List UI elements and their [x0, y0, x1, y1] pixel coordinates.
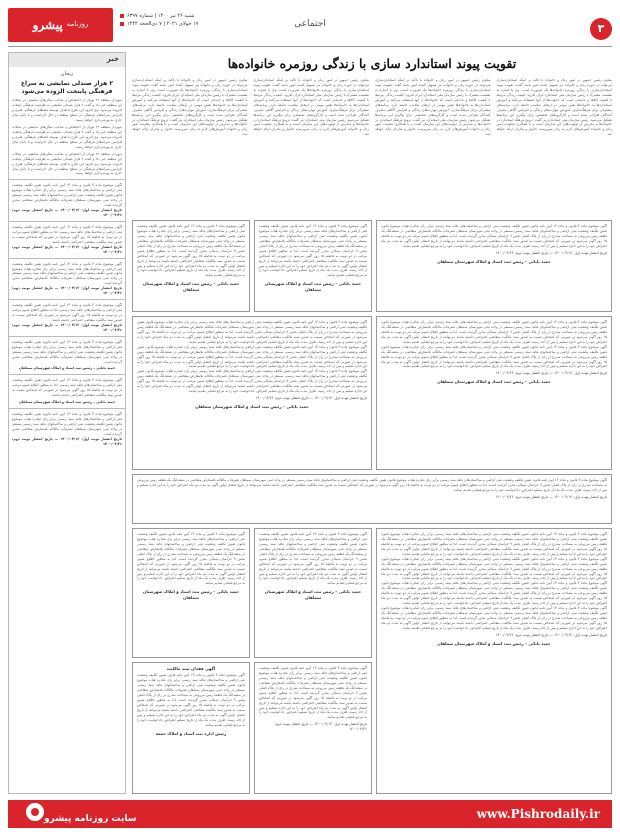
section-title: اجتماعی: [294, 19, 326, 29]
notice-dates: تاریخ انتشار نوبت اول: ۱۴۰۰/۰۴/۱۲ — تاریخ انتشار نوبت دوم: ۱۴۰۰/۰۴/۲۶: [255, 396, 367, 401]
notice-signature: حمید بابائی – رئیس ثبت اسناد و املاک شهرستان سملقان: [264, 589, 362, 600]
notice-signature: حمید بابائی – رئیس ثبت اسناد و املاک شهرستان سملقان: [437, 258, 551, 264]
footer-banner: [8, 800, 612, 828]
page-header: [0, 0, 620, 50]
divider: [9, 374, 125, 375]
notice-text-cont-3: آگهی موضوع ماده ۳ قانون و ماده ۱۳ آیین نامه قانون تعیین تکلیف وضعیت ثبتی اراضی و ساختمان‌های فاقد سند رسمی برابر رای صادره هیات موضوع قانون تعیین تکلیف وضعیت ثبتی اراضی و ساختمانهای فاقد سند رسمی مستقر در واحد ثبتی شهرستان سملقان تصرفات مالکانه بلامعارض متقاضی در ششدانگ یک قطعه زمین مزروعی به مساحت مندرج در رای از پلاک اصلی بخش ۹ خراسان شمالی محرز گردیده است. لذا به منظور اطلاع عموم مراتب در دو نوبت به فاصله ۱۵ روز آگهی می‌شود در صورتی که اشخاص نسبت به صدور سند مالکیت متقاضی اعتراضی داشته باشند می‌توانند از تاریخ انتشار اولین آگهی به مدت دو ماه اعتراض خود را به این اداره تسلیم و پس از اخذ رسید، ظرف مدت یک ماه از تاریخ تسلیم اعتراض، دادخواست خود را به مرجع قضایی تقدیم نمایند.: [381, 606, 607, 630]
side-ad-5-sig: حمید بابائی – رئیس ثبت اسناد و املاک شهرستان سملقان: [18, 366, 116, 371]
side-ad-5: آگهی موضوع ماده ۳ قانون و ماده ۱۳ آیین نامه قانون تعیین تکلیف وضعیت ثبتی اراضی و ساختمان‌های فاقد سند رسمی برابر رای صادره هیات موضوع قانون تعیین تکلیف وضعیت ثبتی اراضی و ساختمانهای فاقد سند رسمی مستقر در واحد ثبتی شهرستان سملقان تصرفات مالکانه بلامعارض متقاضی محرز گردیده است.: [12, 339, 122, 364]
divider: [9, 408, 125, 409]
notice-text-cont-2: آگهی موضوع ماده ۳ قانون و ماده ۱۳ آیین نامه قانون تعیین تکلیف وضعیت ثبتی اراضی و ساختمان‌های فاقد سند رسمی برابر رای صادره هیات موضوع قانون تعیین تکلیف وضعیت ثبتی اراضی و ساختمانهای فاقد سند رسمی مستقر در واحد ثبتی شهرستان سملقان تصرفات مالکانه بلامعارض متقاضی در ششدانگ یک قطعه زمین مزروعی به مساحت مندرج در رای از پلاک اصلی بخش ۹ خراسان شمالی محرز گردیده است. لذا به منظور اطلاع عموم مراتب در دو نوبت به فاصله ۱۵ روز آگهی می‌شود در صورتی که اشخاص نسبت به صدور سند مالکیت متقاضی اعتراضی داشته باشند می‌توانند از تاریخ انتشار اولین آگهی به مدت دو ماه اعتراض خود را به این اداره تسلیم و پس از اخذ رسید، ظرف مدت یک ماه از تاریخ تسلیم اعتراض، دادخواست خود را به مرجع قضایی تقدیم نمایند.: [137, 369, 368, 394]
notice-text: آگهی موضوع ماده ۳ قانون و ماده ۱۳ آیین نامه قانون تعیین تکلیف وضعیت ثبتی اراضی و ساختمان‌های فاقد سند رسمی برابر رای صادره هیات موضوع قانون تعیین تکلیف وضعیت ثبتی اراضی و ساختمانهای فاقد سند رسمی مستقر در واحد ثبتی شهرستان سملقان تصرفات مالکانه بلامعارض متقاضی در ششدانگ یک قطعه زمین مزروعی به مساحت مندرج در رای از پلاک اصلی بخش ۹ خراسان شمالی محرز گردیده است. لذا به منظور اطلاع عموم مراتب در دو نوبت به فاصله ۱۵ روز آگهی می‌شود در صورتی که اشخاص نسبت به صدور سند مالکیت متقاضی اعتراضی داشته باشند می‌توانند از تاریخ انتشار اولین آگهی به مدت دو ماه اعتراض خود را به این اداره تسلیم و پس از اخذ رسید، ظرف مدت یک ماه از تاریخ تسلیم اعتراض، دادخواست خود را به مرجع قضایی تقدیم نمایند.: [137, 224, 245, 278]
notice-box: [132, 528, 250, 658]
notice-box: [254, 528, 372, 658]
notice-title: آگهی فقدان سند مالکیت: [166, 666, 216, 671]
side-ad-6: آگهی موضوع ماده ۳ قانون و ماده ۱۳ آیین نامه قانون تعیین تکلیف وضعیت ثبتی اراضی و ساختمان‌های فاقد سند رسمی، لذا به منظور اطلاع عموم مراتب در دو نوبت به فاصله ۱۵ روز آگهی می‌شود در صورتی که اشخاص نسبت به صدور سند مالکیت متقاضی اعتراضی داشته باشند.: [12, 378, 122, 398]
news-sidebar: [8, 52, 126, 794]
sidebar-heading: خبر: [9, 53, 125, 67]
side-ad-1: آگهی موضوع ماده ۳ قانون و ماده ۱۳ آیین نامه قانون تعیین تکلیف وضعیت ثبتی اراضی و ساختمان‌های فاقد سند رسمی برابر رای صادره هیات موضوع قانون تعیین تکلیف وضعیت ثبتی اراضی و ساختمانهای فاقد سند رسمی مستقر در واحد ثبتی شهرستان سملقان تصرفات مالکانه بلامعارض متقاضی محرز گردیده است.: [12, 183, 122, 208]
header-divider: [8, 46, 612, 47]
notice-signature: حمید بابائی – رئیس ثبت اسناد و املاک شهرستان سملقان: [437, 379, 551, 385]
side-ad-4-dates: تاریخ انتشار نوبت اول: ۱۴۰۰/۰۴/۱۲ — تاریخ انتشار نوبت دوم: ۱۴۰۰/۰۴/۲۶: [12, 322, 122, 332]
notice-signature: حمید بابائی – رئیس ثبت اسناد و املاک شهرستان سملقان: [142, 281, 240, 292]
notice-dates: تاریخ انتشار نوبت اول: ۱۴۰۰/۰۴/۱۲ — تاریخ انتشار نوبت دوم: ۱۴۰۰/۰۴/۲۶: [495, 494, 607, 499]
newspaper-logo: [8, 8, 113, 42]
notice-box: [254, 662, 372, 794]
issue-line-2: ۱۷ جولای ۲۰۲۱ | ۷ ذی‌الحجه ۱۴۴۲: [127, 21, 199, 27]
notice-box: [376, 220, 612, 312]
notice-signature: حمید بابائی – رئیس ثبت اسناد و املاک شهرستان سملقان: [142, 589, 240, 600]
notice-dates: تاریخ انتشار نوبت اول: ۱۴۰۰/۰۴/۱۲ — تاریخ انتشار نوبت دوم: ۱۴۰۰/۰۴/۲۶: [495, 371, 607, 376]
side-ad-6-sig: حمید بابائی – رئیس ثبت اسناد و املاک شهرستان سملقان: [18, 400, 116, 405]
notice-text: آگهی موضوع ماده ۳ قانون و ماده ۱۳ آیین نامه قانون تعیین تکلیف وضعیت ثبتی اراضی و ساختمان‌های فاقد سند رسمی برابر رای صادره هیات موضوع قانون تعیین تکلیف وضعیت ثبتی اراضی و ساختمانهای فاقد سند رسمی مستقر در واحد ثبتی شهرستان سملقان تصرفات مالکانه بلامعارض متقاضی در ششدانگ یک قطعه زمین مزروعی به مساحت مندرج در رای از پلاک اصلی بخش ۹ خراسان شمالی محرز گردیده است. لذا به منظور اطلاع عموم مراتب در دو نوبت به فاصله ۱۵ روز آگهی می‌شود در صورتی که اشخاص نسبت به صدور سند مالکیت متقاضی اعتراضی داشته باشند می‌توانند از تاریخ انتشار اولین آگهی به مدت دو ماه اعتراض خود را به این اداره تسلیم و پس از اخذ رسید، ظرف مدت یک ماه از تاریخ تسلیم اعتراض، دادخواست خود را به مرجع قضایی تقدیم نمایند.: [137, 673, 245, 727]
notice-signature: حمید بابائی – رئیس ثبت اسناد و املاک شهرستان سملقان: [437, 640, 551, 646]
notice-text: آگهی موضوع ماده ۳ قانون و ماده ۱۳ آیین نامه قانون تعیین تکلیف وضعیت ثبتی اراضی و ساختمان‌های فاقد سند رسمی برابر رای صادره هیات موضوع قانون تعیین تکلیف وضعیت ثبتی اراضی و ساختمانهای فاقد سند رسمی مستقر در واحد ثبتی شهرستان سملقان تصرفات مالکانه بلامعارض متقاضی در ششدانگ یک قطعه زمین مزروعی به مساحت مندرج در رای از پلاک اصلی بخش ۹ خراسان شمالی محرز گردیده است. لذا به منظور اطلاع عموم مراتب در دو نوبت به فاصله ۱۵ روز آگهی می‌شود در صورتی که اشخاص نسبت به صدور سند مالکیت متقاضی اعتراضی داشته باشند می‌توانند از تاریخ انتشار اولین آگهی به مدت دو ماه اعتراض خود را به این اداره تسلیم و پس از اخذ رسید، ظرف مدت یک ماه از تاریخ تسلیم اعتراض، دادخواست خود را به مرجع قضایی تقدیم نمایند.: [259, 666, 367, 720]
notice-signature: حمید بابائی – رئیس ثبت اسناد و املاک شهرستان سملقان: [264, 281, 362, 292]
divider: [9, 221, 125, 222]
notice-dates: تاریخ انتشار نوبت اول: ۱۴۰۰/۰۴/۱۲ — تاریخ انتشار نوبت دوم: ۱۴۰۰/۰۴/۲۶: [495, 632, 607, 637]
main-article: [132, 52, 612, 137]
divider: [9, 336, 125, 337]
article-headline: تقویت پیوند استاندارد سازی با زندگی روزمره خانواده‌ها: [227, 56, 517, 71]
side-ad-7: آگهی موضوع ماده ۳ قانون و ماده ۱۳ آیین نامه قانون تعیین تکلیف وضعیت ثبتی اراضی و ساختمان‌های فاقد سند رسمی برابر رای صادره هیات موضوع قانون تعیین تکلیف وضعیت ثبتی اراضی و ساختمانهای فاقد سند رسمی مستقر در واحد ثبتی شهرستان سملقان تصرفات مالکانه بلامعارض متقاضی محرز گردیده است.: [12, 412, 122, 436]
notice-text: آگهی موضوع ماده ۳ قانون و ماده ۱۳ آیین نامه قانون تعیین تکلیف وضعیت ثبتی اراضی و ساختمان‌های فاقد سند رسمی برابر رای صادره هیات موضوع قانون تعیین تکلیف وضعیت ثبتی اراضی و ساختمانهای فاقد سند رسمی مستقر در واحد ثبتی شهرستان سملقان تصرفات مالکانه بلامعارض متقاضی در ششدانگ یک قطعه زمین مزروعی به مساحت مندرج در رای از پلاک اصلی بخش ۹ خراسان شمالی محرز گردیده است. لذا به منظور اطلاع عموم مراتب در دو نوبت به فاصله ۱۵ روز آگهی می‌شود در صورتی که اشخاص نسبت به صدور سند مالکیت متقاضی اعتراضی داشته باشند می‌توانند از تاریخ انتشار اولین آگهی به مدت دو ماه اعتراض خود را به این اداره تسلیم و پس از اخذ رسید، ظرف مدت یک ماه از تاریخ تسلیم اعتراض، دادخواست خود را به مرجع قضایی تقدیم نمایند.: [381, 320, 607, 344]
notice-text: آگهی موضوع ماده ۳ قانون و ماده ۱۳ آیین نامه قانون تعیین تکلیف وضعیت ثبتی اراضی و ساختمان‌های فاقد سند رسمی برابر رای صادره هیات موضوع قانون تعیین تکلیف وضعیت ثبتی اراضی و ساختمانهای فاقد سند رسمی مستقر در واحد ثبتی شهرستان سملقان تصرفات مالکانه بلامعارض متقاضی در ششدانگ یک قطعه زمین مزروعی به مساحت مندرج در رای از پلاک اصلی بخش ۹ خراسان شمالی محرز گردیده است. لذا به منظور اطلاع عموم مراتب در دو نوبت به فاصله ۱۵ روز آگهی می‌شود در صورتی که اشخاص نسبت به صدور سند مالکیت متقاضی اعتراضی داشته باشند می‌توانند از تاریخ انتشار اولین آگهی به مدت دو ماه اعتراض خود را به این اداره تسلیم و پس از اخذ رسید، ظرف مدت یک ماه از تاریخ تسلیم اعتراض، دادخواست خود را به مرجع قضایی تقدیم نمایند.: [381, 532, 607, 556]
article-columns: [132, 78, 612, 137]
divider: [9, 299, 125, 300]
divider: [9, 258, 125, 259]
side-ad-3: آگهی موضوع ماده ۳ قانون و ماده ۱۳ آیین نامه قانون تعیین تکلیف وضعیت ثبتی اراضی و ساختمان‌های فاقد سند رسمی برابر رای صادره هیات موضوع قانون تعیین تکلیف وضعیت ثبتی اراضی و ساختمانهای فاقد سند رسمی مستقر در واحد ثبتی شهرستان سملقان تصرفات مالکانه بلامعارض متقاضی محرز گردیده است.: [12, 261, 122, 286]
divider: [9, 179, 125, 180]
issue-info: [120, 12, 240, 28]
notice-text: آگهی موضوع ماده ۳ قانون و ماده ۱۳ آیین نامه قانون تعیین تکلیف وضعیت ثبتی اراضی و ساختمان‌های فاقد سند رسمی برابر رای صادره هیات موضوع قانون تعیین تکلیف وضعیت ثبتی اراضی و ساختمانهای فاقد سند رسمی مستقر در واحد ثبتی شهرستان سملقان تصرفات مالکانه بلامعارض متقاضی در ششدانگ یک قطعه زمین مزروعی به مساحت مندرج در رای از پلاک اصلی بخش ۹ خراسان شمالی محرز گردیده است. لذا به منظور اطلاع عموم مراتب در دو نوبت به فاصله ۱۵ روز آگهی می‌شود در صورتی که اشخاص نسبت به صدور سند مالکیت متقاضی اعتراضی داشته باشند می‌توانند از تاریخ انتشار اولین آگهی به مدت دو ماه اعتراض خود را به این اداره تسلیم و پس از اخذ رسید، ظرف مدت یک ماه از تاریخ تسلیم اعتراض، دادخواست خود را به مرجع قضایی تقدیم نمایند.: [137, 478, 607, 492]
side-ad-4: آگهی موضوع ماده ۳ قانون و ماده ۱۳ آیین نامه قانون تعیین تکلیف وضعیت ثبتی اراضی و ساختمان‌های فاقد سند رسمی، لذا به منظور اطلاع عموم مراتب در دو نوبت به فاصله ۱۵ روز آگهی می‌شود در صورتی که اشخاص نسبت به صدور سند مالکیت متقاضی اعتراضی داشته باشند.: [12, 303, 122, 322]
news-body-cont: شهردار منطقه ۲۲ تهران از اختصاص و ساخت سالن‌های نمایشی در محلات این منطقه خبر داد و گفت ۲ هزار صندلی نمایشی به ظرفیت فرهنگی پایتخت افزوده می‌شود. وی افزود این طرح با هدف توسعه فضاهای فرهنگی، هنری و افزایش سرانه‌های فرهنگی در سطح منطقه در حال اجراست و تا پایان سال جاری به بهره‌برداری خواهد رسید.: [12, 125, 123, 149]
notice-dates: تاریخ انتشار نوبت اول: ۱۴۰۰/۰۴/۱۲ — تاریخ انتشار نوبت دوم: ۱۴۰۰/۰۴/۲۶: [274, 722, 367, 732]
bullet-icon: [120, 22, 124, 26]
notice-box: [132, 316, 372, 470]
news-title: ۲ هزار صندلی نمایشی به سراغ فرهنگی پایتخت الزوده می‌شود: [20, 79, 114, 95]
article-col-1: معاون رئیس جمهور در امور زنان و خانواده با تاکید بر اینکه استانداردسازی می‌تواند در حوزه زنان و خانواده نیز تسهیل کننده امور باشد گفت: تقویت پیوند استانداردسازی با زندگی روزمره خانواده‌ها یک ضرورت است. وی با اشاره به نشست مشترک با رئیس سازمان ملی استاندارد ایران افزود: کیفیت زندگی مرتبط با کیفیت کالاها و خدماتی است که خانواده‌ها از آنها استفاده می‌کنند و آموزش استانداردها به خانواده‌ها نقش مهمی در ارتقای سلامت جامعه دارد. برنامه‌های مشترکی برای فرهنگ‌سازی، آموزش مهارت‌های زندگی و افزایش آگاهی مصرف کنندگان طراحی شده است و کارگروه‌های تخصصی برای پیگیری این برنامه‌ها تشکیل می‌شود. رئیس سازمان ملی استاندارد نیز گفت: ترویج فرهنگ استاندارد در خانواده‌ها و مدارس از اولویت‌های این سازمان است و با همکاری معاونت امور زنان و خانواده آموزش‌های لازم به زنان سرپرست خانوار و مادران ارائه خواهد شد.: [496, 78, 612, 137]
notice-box: [132, 474, 612, 524]
notice-signature: رئیس اداره ثبت اسناد و املاک جمعه: [155, 730, 227, 736]
notice-signature: حمید بابائی – رئیس ثبت اسناد و املاک شهرستان سملقان: [195, 403, 309, 409]
website-link[interactable]: www.Pishrodaily.ir: [476, 806, 600, 821]
globe-icon: [26, 803, 44, 821]
notice-text-cont: آگهی موضوع ماده ۳ قانون و ماده ۱۳ آیین نامه قانون تعیین تکلیف وضعیت ثبتی اراضی و ساختمان‌های فاقد سند رسمی برابر رای صادره هیات موضوع قانون تعیین تکلیف وضعیت ثبتی اراضی و ساختمانهای فاقد سند رسمی مستقر در واحد ثبتی شهرستان سملقان تصرفات مالکانه بلامعارض متقاضی در ششدانگ یک قطعه زمین مزروعی به مساحت مندرج در رای از پلاک اصلی بخش ۹ خراسان شمالی محرز گردیده است. لذا به منظور اطلاع عموم مراتب در دو نوبت به فاصله ۱۵ روز آگهی می‌شود در صورتی که اشخاص نسبت به صدور سند مالکیت متقاضی اعتراضی داشته باشند می‌توانند از تاریخ انتشار اولین آگهی به مدت دو ماه اعتراض خود را به این اداره تسلیم و پس از اخذ رسید، ظرف مدت یک ماه از تاریخ تسلیم اعتراض، دادخواست خود را به مرجع قضایی تقدیم نمایند.: [137, 344, 368, 369]
notice-box: [376, 528, 612, 794]
notice-text-cont: آگهی موضوع ماده ۳ قانون و ماده ۱۳ آیین نامه قانون تعیین تکلیف وضعیت ثبتی اراضی و ساختمان‌های فاقد سند رسمی برابر رای صادره هیات موضوع قانون تعیین تکلیف وضعیت ثبتی اراضی و ساختمانهای فاقد سند رسمی مستقر در واحد ثبتی شهرستان سملقان تصرفات مالکانه بلامعارض متقاضی در ششدانگ یک قطعه زمین مزروعی به مساحت مندرج در رای از پلاک اصلی بخش ۹ خراسان شمالی محرز گردیده است. لذا به منظور اطلاع عموم مراتب در دو نوبت به فاصله ۱۵ روز آگهی می‌شود در صورتی که اشخاص نسبت به صدور سند مالکیت متقاضی اعتراضی داشته باشند می‌توانند از تاریخ انتشار اولین آگهی به مدت دو ماه اعتراض خود را به این اداره تسلیم و پس از اخذ رسید، ظرف مدت یک ماه از تاریخ تسلیم اعتراض، دادخواست خود را به مرجع قضایی تقدیم نمایند.: [381, 344, 607, 369]
notice-text-cont: آگهی موضوع ماده ۳ قانون و ماده ۱۳ آیین نامه قانون تعیین تکلیف وضعیت ثبتی اراضی و ساختمان‌های فاقد سند رسمی برابر رای صادره هیات موضوع قانون تعیین تکلیف وضعیت ثبتی اراضی و ساختمانهای فاقد سند رسمی مستقر در واحد ثبتی شهرستان سملقان تصرفات مالکانه بلامعارض متقاضی در ششدانگ یک قطعه زمین مزروعی به مساحت مندرج در رای از پلاک اصلی بخش ۹ خراسان شمالی محرز گردیده است. لذا به منظور اطلاع عموم مراتب در دو نوبت به فاصله ۱۵ روز آگهی می‌شود در صورتی که اشخاص نسبت به صدور سند مالکیت متقاضی اعتراضی داشته باشند می‌توانند از تاریخ انتشار اولین آگهی به مدت دو ماه اعتراض خود را به این اداره تسلیم و پس از اخذ رسید، ظرف مدت یک ماه از تاریخ تسلیم اعتراض، دادخواست خود را به مرجع قضایی تقدیم نمایند.: [381, 556, 607, 581]
bullet-icon: [120, 14, 124, 18]
notice-text: آگهی موضوع ماده ۳ قانون و ماده ۱۳ آیین نامه قانون تعیین تکلیف وضعیت ثبتی اراضی و ساختمان‌های فاقد سند رسمی برابر رای صادره هیات موضوع قانون تعیین تکلیف وضعیت ثبتی اراضی و ساختمانهای فاقد سند رسمی مستقر در واحد ثبتی شهرستان سملقان تصرفات مالکانه بلامعارض متقاضی در ششدانگ یک قطعه زمین مزروعی به مساحت مندرج در رای از پلاک اصلی بخش ۹ خراسان شمالی محرز گردیده است. لذا به منظور اطلاع عموم مراتب در دو نوبت به فاصله ۱۵ روز آگهی می‌شود در صورتی که اشخاص نسبت به صدور سند مالکیت متقاضی اعتراضی داشته باشند می‌توانند از تاریخ انتشار اولین آگهی به مدت دو ماه اعتراض خود را به این اداره تسلیم و پس از اخذ رسید، ظرف مدت یک ماه از تاریخ تسلیم اعتراض، دادخواست خود را به مرجع قضایی تقدیم نمایند.: [259, 224, 367, 278]
logo-sub: روزنامه: [66, 20, 89, 29]
side-ad-7-dates: تاریخ انتشار نوبت اول: ۱۴۰۰/۰۴/۱۲ — تاریخ انتشار نوبت دوم: ۱۴۰۰/۰۴/۲۶: [12, 436, 122, 446]
side-ad-1-dates: تاریخ انتشار نوبت اول: ۱۴۰۰/۰۴/۱۲ — تاریخ انتشار نوبت دوم: ۱۴۰۰/۰۴/۲۶: [12, 208, 122, 218]
news-body: شهردار منطقه ۲۲ تهران از اختصاص و ساخت سالن‌های نمایشی در محلات این منطقه خبر داد و گفت ۲ هزار صندلی نمایشی به ظرفیت فرهنگی پایتخت افزوده می‌شود. وی افزود این طرح با هدف توسعه فضاهای فرهنگی، هنری و افزایش سرانه‌های فرهنگی در سطح منطقه در حال اجراست و تا پایان سال جاری به بهره‌برداری خواهد رسید.: [12, 98, 123, 123]
notice-text: آگهی موضوع ماده ۳ قانون و ماده ۱۳ آیین نامه قانون تعیین تکلیف وضعیت ثبتی اراضی و ساختمان‌های فاقد سند رسمی برابر رای صادره هیات موضوع قانون تعیین تکلیف وضعیت ثبتی اراضی و ساختمانهای فاقد سند رسمی مستقر در واحد ثبتی شهرستان سملقان تصرفات مالکانه بلامعارض متقاضی در ششدانگ یک قطعه زمین مزروعی به مساحت مندرج در رای از پلاک اصلی بخش ۹ خراسان شمالی محرز گردیده است. لذا به منظور اطلاع عموم مراتب در دو نوبت به فاصله ۱۵ روز آگهی می‌شود در صورتی که اشخاص نسبت به صدور سند مالکیت متقاضی اعتراضی داشته باشند می‌توانند از تاریخ انتشار اولین آگهی به مدت دو ماه اعتراض خود را به این اداره تسلیم و پس از اخذ رسید، ظرف مدت یک ماه از تاریخ تسلیم اعتراض، دادخواست خود را به مرجع قضایی تقدیم نمایند.: [137, 532, 245, 586]
notice-box: [254, 220, 372, 312]
news-body-cont-2: شهردار منطقه ۲۲ تهران از اختصاص و ساخت سالن‌های نمایشی در محلات این منطقه خبر داد و گفت ۲ هزار صندلی نمایشی به ظرفیت فرهنگی پایتخت افزوده می‌شود. وی افزود این طرح با هدف توسعه فضاهای فرهنگی، هنری و افزایش سرانه‌های فرهنگی در سطح منطقه در حال اجراست و تا پایان سال جاری به بهره‌برداری خواهد رسید.: [12, 151, 123, 176]
news-kicker: زنجان: [60, 71, 74, 77]
article-col-4: معاون رئیس جمهور در امور زنان و خانواده با تاکید بر اینکه استانداردسازی می‌تواند در حوزه زنان و خانواده نیز تسهیل کننده امور باشد گفت: تقویت پیوند استانداردسازی با زندگی روزمره خانواده‌ها یک ضرورت است. وی با اشاره به نشست مشترک با رئیس سازمان ملی استاندارد ایران افزود: کیفیت زندگی مرتبط با کیفیت کالاها و خدماتی است که خانواده‌ها از آنها استفاده می‌کنند و آموزش استانداردها به خانواده‌ها نقش مهمی در ارتقای سلامت جامعه دارد. برنامه‌های مشترکی برای فرهنگ‌سازی، آموزش مهارت‌های زندگی و افزایش آگاهی مصرف کنندگان طراحی شده است و کارگروه‌های تخصصی برای پیگیری این برنامه‌ها تشکیل می‌شود. رئیس سازمان ملی استاندارد نیز گفت: ترویج فرهنگ استاندارد در خانواده‌ها و مدارس از اولویت‌های این سازمان است و با همکاری معاونت امور زنان و خانواده آموزش‌های لازم به زنان سرپرست خانوار و مادران ارائه خواهد شد.: [132, 78, 248, 137]
logo-main: پیشرو: [32, 17, 63, 32]
notice-box: [132, 662, 250, 794]
article-col-3: معاون رئیس جمهور در امور زنان و خانواده با تاکید بر اینکه استانداردسازی می‌تواند در حوزه زنان و خانواده نیز تسهیل کننده امور باشد گفت: تقویت پیوند استانداردسازی با زندگی روزمره خانواده‌ها یک ضرورت است. وی با اشاره به نشست مشترک با رئیس سازمان ملی استاندارد ایران افزود: کیفیت زندگی مرتبط با کیفیت کالاها و خدماتی است که خانواده‌ها از آنها استفاده می‌کنند و آموزش استانداردها به خانواده‌ها نقش مهمی در ارتقای سلامت جامعه دارد. برنامه‌های مشترکی برای فرهنگ‌سازی، آموزش مهارت‌های زندگی و افزایش آگاهی مصرف کنندگان طراحی شده است و کارگروه‌های تخصصی برای پیگیری این برنامه‌ها تشکیل می‌شود. رئیس سازمان ملی استاندارد نیز گفت: ترویج فرهنگ استاندارد در خانواده‌ها و مدارس از اولویت‌های این سازمان است و با همکاری معاونت امور زنان و خانواده آموزش‌های لازم به زنان سرپرست خانوار و مادران ارائه خواهد شد.: [253, 78, 369, 137]
article-col-2: معاون رئیس جمهور در امور زنان و خانواده با تاکید بر اینکه استانداردسازی می‌تواند در حوزه زنان و خانواده نیز تسهیل کننده امور باشد گفت: تقویت پیوند استانداردسازی با زندگی روزمره خانواده‌ها یک ضرورت است. وی با اشاره به نشست مشترک با رئیس سازمان ملی استاندارد ایران افزود: کیفیت زندگی مرتبط با کیفیت کالاها و خدماتی است که خانواده‌ها از آنها استفاده می‌کنند و آموزش استانداردها به خانواده‌ها نقش مهمی در ارتقای سلامت جامعه دارد. برنامه‌های مشترکی برای فرهنگ‌سازی، آموزش مهارت‌های زندگی و افزایش آگاهی مصرف کنندگان طراحی شده است و کارگروه‌های تخصصی برای پیگیری این برنامه‌ها تشکیل می‌شود. رئیس سازمان ملی استاندارد نیز گفت: ترویج فرهنگ استاندارد در خانواده‌ها و مدارس از اولویت‌های این سازمان است و با همکاری معاونت امور زنان و خانواده آموزش‌های لازم به زنان سرپرست خانوار و مادران ارائه خواهد شد.: [375, 78, 491, 137]
notice-box: [376, 316, 612, 470]
notice-text: آگهی موضوع ماده ۳ قانون و ماده ۱۳ آیین نامه قانون تعیین تکلیف وضعیت ثبتی اراضی و ساختمان‌های فاقد سند رسمی برابر رای صادره هیات موضوع قانون تعیین تکلیف وضعیت ثبتی اراضی و ساختمانهای فاقد سند رسمی مستقر در واحد ثبتی شهرستان سملقان تصرفات مالکانه بلامعارض متقاضی در ششدانگ یک قطعه زمین مزروعی به مساحت مندرج در رای از پلاک اصلی بخش ۹ خراسان شمالی محرز گردیده است. لذا به منظور اطلاع عموم مراتب در دو نوبت به فاصله ۱۵ روز آگهی می‌شود در صورتی که اشخاص نسبت به صدور سند مالکیت متقاضی اعتراضی داشته باشند می‌توانند از تاریخ انتشار اولین آگهی به مدت دو ماه اعتراض خود را به این اداره تسلیم و پس از اخذ رسید، ظرف مدت یک ماه از تاریخ تسلیم اعتراض، دادخواست خود را به مرجع قضایی تقدیم نمایند.: [381, 224, 607, 248]
page-number: ۳: [590, 18, 612, 40]
notice-text-cont-2: آگهی موضوع ماده ۳ قانون و ماده ۱۳ آیین نامه قانون تعیین تکلیف وضعیت ثبتی اراضی و ساختمان‌های فاقد سند رسمی برابر رای صادره هیات موضوع قانون تعیین تکلیف وضعیت ثبتی اراضی و ساختمانهای فاقد سند رسمی مستقر در واحد ثبتی شهرستان سملقان تصرفات مالکانه بلامعارض متقاضی در ششدانگ یک قطعه زمین مزروعی به مساحت مندرج در رای از پلاک اصلی بخش ۹ خراسان شمالی محرز گردیده است. لذا به منظور اطلاع عموم مراتب در دو نوبت به فاصله ۱۵ روز آگهی می‌شود در صورتی که اشخاص نسبت به صدور سند مالکیت متقاضی اعتراضی داشته باشند می‌توانند از تاریخ انتشار اولین آگهی به مدت دو ماه اعتراض خود را به این اداره تسلیم و پس از اخذ رسید، ظرف مدت یک ماه از تاریخ تسلیم اعتراض، دادخواست خود را به مرجع قضایی تقدیم نمایند.: [381, 581, 607, 606]
footer-label-text: سایت روزنامه پیشرو: [44, 813, 137, 824]
notice-text: آگهی موضوع ماده ۳ قانون و ماده ۱۳ آیین نامه قانون تعیین تکلیف وضعیت ثبتی اراضی و ساختمان‌های فاقد سند رسمی برابر رای صادره هیات موضوع قانون تعیین تکلیف وضعیت ثبتی اراضی و ساختمانهای فاقد سند رسمی مستقر در واحد ثبتی شهرستان سملقان تصرفات مالکانه بلامعارض متقاضی در ششدانگ یک قطعه زمین مزروعی به مساحت مندرج در رای از پلاک اصلی بخش ۹ خراسان شمالی محرز گردیده است. لذا به منظور اطلاع عموم مراتب در دو نوبت به فاصله ۱۵ روز آگهی می‌شود در صورتی که اشخاص نسبت به صدور سند مالکیت متقاضی اعتراضی داشته باشند می‌توانند از تاریخ انتشار اولین آگهی به مدت دو ماه اعتراض خود را به این اداره تسلیم و پس از اخذ رسید، ظرف مدت یک ماه از تاریخ تسلیم اعتراض، دادخواست خود را به مرجع قضایی تقدیم نمایند.: [259, 532, 367, 586]
issue-line-1: شنبه ۲۶ تیر ۱۴۰۰ | شماره ۶۳۹۷: [127, 13, 195, 19]
side-ad-2: آگهی موضوع ماده ۳ قانون و ماده ۱۳ آیین نامه قانون تعیین تکلیف وضعیت ثبتی اراضی و ساختمان‌های فاقد سند رسمی، لذا به منظور اطلاع عموم مراتب در دو نوبت به فاصله ۱۵ روز آگهی می‌شود در صورتی که اشخاص نسبت به صدور سند مالکیت متقاضی اعتراضی داشته باشند.: [12, 224, 122, 244]
notice-box: [132, 220, 250, 312]
notice-dates: تاریخ انتشار نوبت اول: ۱۴۰۰/۰۴/۱۲ — تاریخ انتشار نوبت دوم: ۱۴۰۰/۰۴/۲۶: [495, 250, 607, 255]
footer-label: [20, 803, 137, 825]
notice-text: آگهی موضوع ماده ۳ قانون و ماده ۱۳ آیین نامه قانون تعیین تکلیف وضعیت ثبتی اراضی و ساختمان‌های فاقد سند رسمی برابر رای صادره هیات موضوع قانون تعیین تکلیف وضعیت ثبتی اراضی و ساختمانهای فاقد سند رسمی مستقر در واحد ثبتی شهرستان سملقان تصرفات مالکانه بلامعارض متقاضی در ششدانگ یک قطعه زمین مزروعی به مساحت مندرج در رای از پلاک اصلی بخش ۹ خراسان شمالی محرز گردیده است. لذا به منظور اطلاع عموم مراتب در دو نوبت به فاصله ۱۵ روز آگهی می‌شود در صورتی که اشخاص نسبت به صدور سند مالکیت متقاضی اعتراضی داشته باشند می‌توانند از تاریخ انتشار اولین آگهی به مدت دو ماه اعتراض خود را به این اداره تسلیم و پس از اخذ رسید، ظرف مدت یک ماه از تاریخ تسلیم اعتراض، دادخواست خود را به مرجع قضایی تقدیم نمایند.: [137, 320, 368, 344]
side-ad-3-dates: تاریخ انتشار نوبت اول: ۱۴۰۰/۰۴/۱۲ — تاریخ انتشار نوبت دوم: ۱۴۰۰/۰۴/۲۶: [12, 286, 122, 296]
side-ad-2-dates: تاریخ انتشار نوبت اول: ۱۴۰۰/۰۴/۱۲ — تاریخ انتشار نوبت دوم: ۱۴۰۰/۰۴/۲۶: [12, 244, 122, 254]
